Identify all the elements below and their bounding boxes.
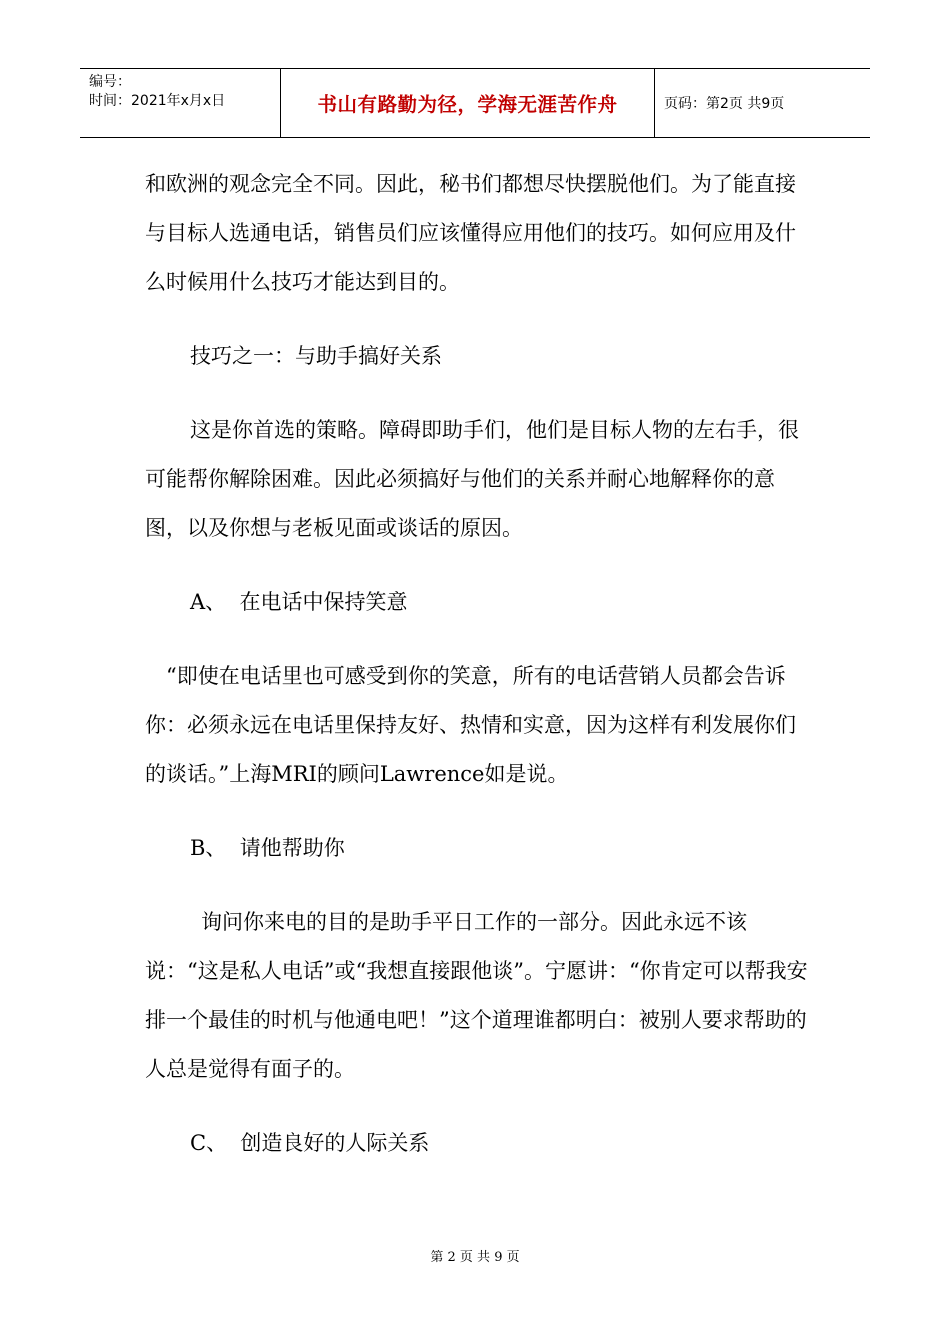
item-heading-b: B、 请他帮助你 bbox=[190, 836, 345, 860]
item-heading-a: A、 在电话中保持笑意 bbox=[190, 590, 408, 614]
document-header bbox=[80, 68, 870, 138]
paragraph-2: 这是你首选的策略。障碍即助手们，他们是目标人物的左右手，很可能帮你解除困难。因此必须搞好与他们的关系并耐心地解释你的意图，以及你想与老板见面或谈话的原因。 bbox=[145, 418, 799, 540]
document-body bbox=[145, 160, 815, 1193]
number-label: 编号： bbox=[89, 74, 131, 90]
paragraph-4: 询问你来电的目的是助手平日工作的一部分。因此永远不该说：“这是私人电话”或“我想直接跟他谈”。宁愿讲：“你肯定可以帮我安排一个最佳的时机与他通电吧！”这个道理谁都明白：被别人要求帮助的人总是觉得有面子的。 bbox=[145, 910, 808, 1081]
header-motto: 书山有路勤为径，学海无涯苦作舟 bbox=[281, 69, 655, 137]
paragraph-3: “即使在电话里也可感受到你的笑意，所有的电话营销人员都会告诉你：必须永远在电话里保持友好、热情和实意，因为这样有利发展你们的谈话。”上海MRI的顾问Lawrence如是说。 bbox=[145, 664, 796, 786]
header-meta bbox=[80, 69, 281, 137]
date-label: 时间：2021年x月x日 bbox=[89, 93, 226, 109]
page-footer: 第 2 页 共 9 页 bbox=[430, 1250, 520, 1265]
item-heading-c: C、 创造良好的人际关系 bbox=[190, 1131, 430, 1155]
header-page-info: 页码：第2页 共9页 bbox=[664, 96, 785, 112]
section-heading-1: 技巧之一：与助手搞好关系 bbox=[190, 344, 442, 368]
paragraph-1: 和欧洲的观念完全不同。因此，秘书们都想尽快摆脱他们。为了能直接与目标人选通电话，销售员们应该懂得应用他们的技巧。如何应用及什么时候用什么技巧才能达到目的。 bbox=[145, 172, 796, 294]
